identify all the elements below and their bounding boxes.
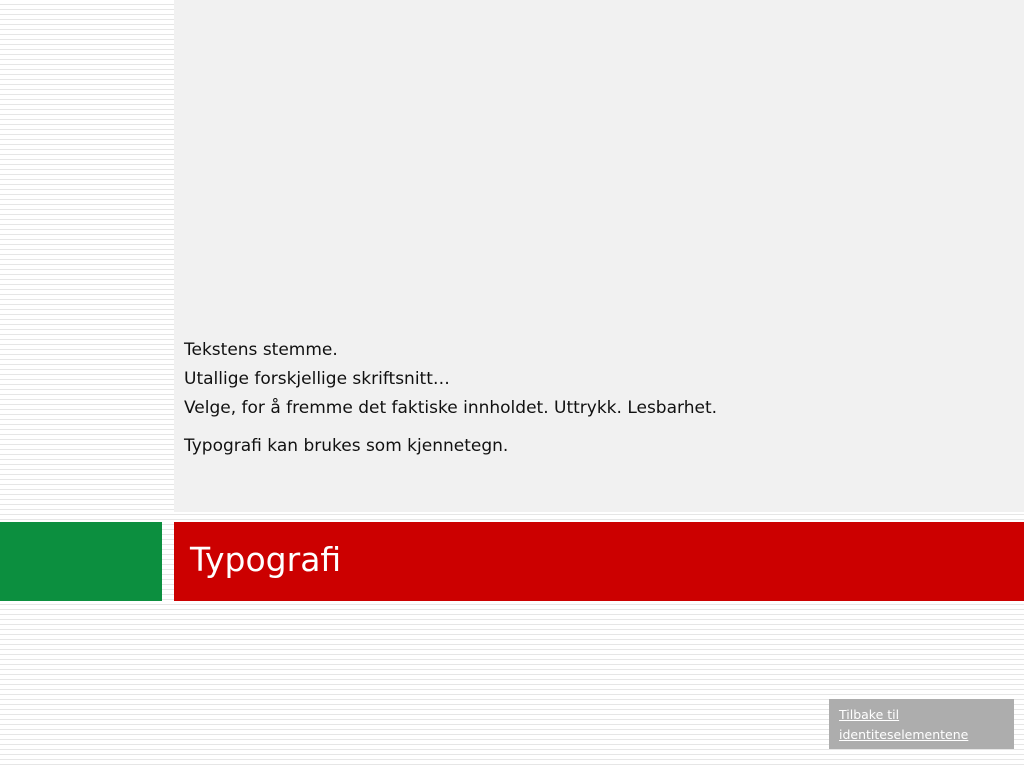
- body-line-1: Tekstens stemme.: [184, 340, 338, 360]
- title-bar: [174, 522, 1024, 601]
- slide-title: Typografi: [190, 540, 342, 579]
- slide-body-text: [184, 336, 984, 461]
- body-line-4: Typografi kan brukes som kjennetegn.: [184, 436, 509, 456]
- body-line-2: Utallige forskjellige skriftsnitt…: [184, 369, 450, 389]
- body-line-3: Velge, for å fremme det faktiske innholdet. Uttrykk. Lesbarhet.: [184, 398, 718, 418]
- green-accent-block: [0, 522, 162, 601]
- back-to-identity-elements-button[interactable]: Tilbake til identiteselementene: [829, 699, 1014, 749]
